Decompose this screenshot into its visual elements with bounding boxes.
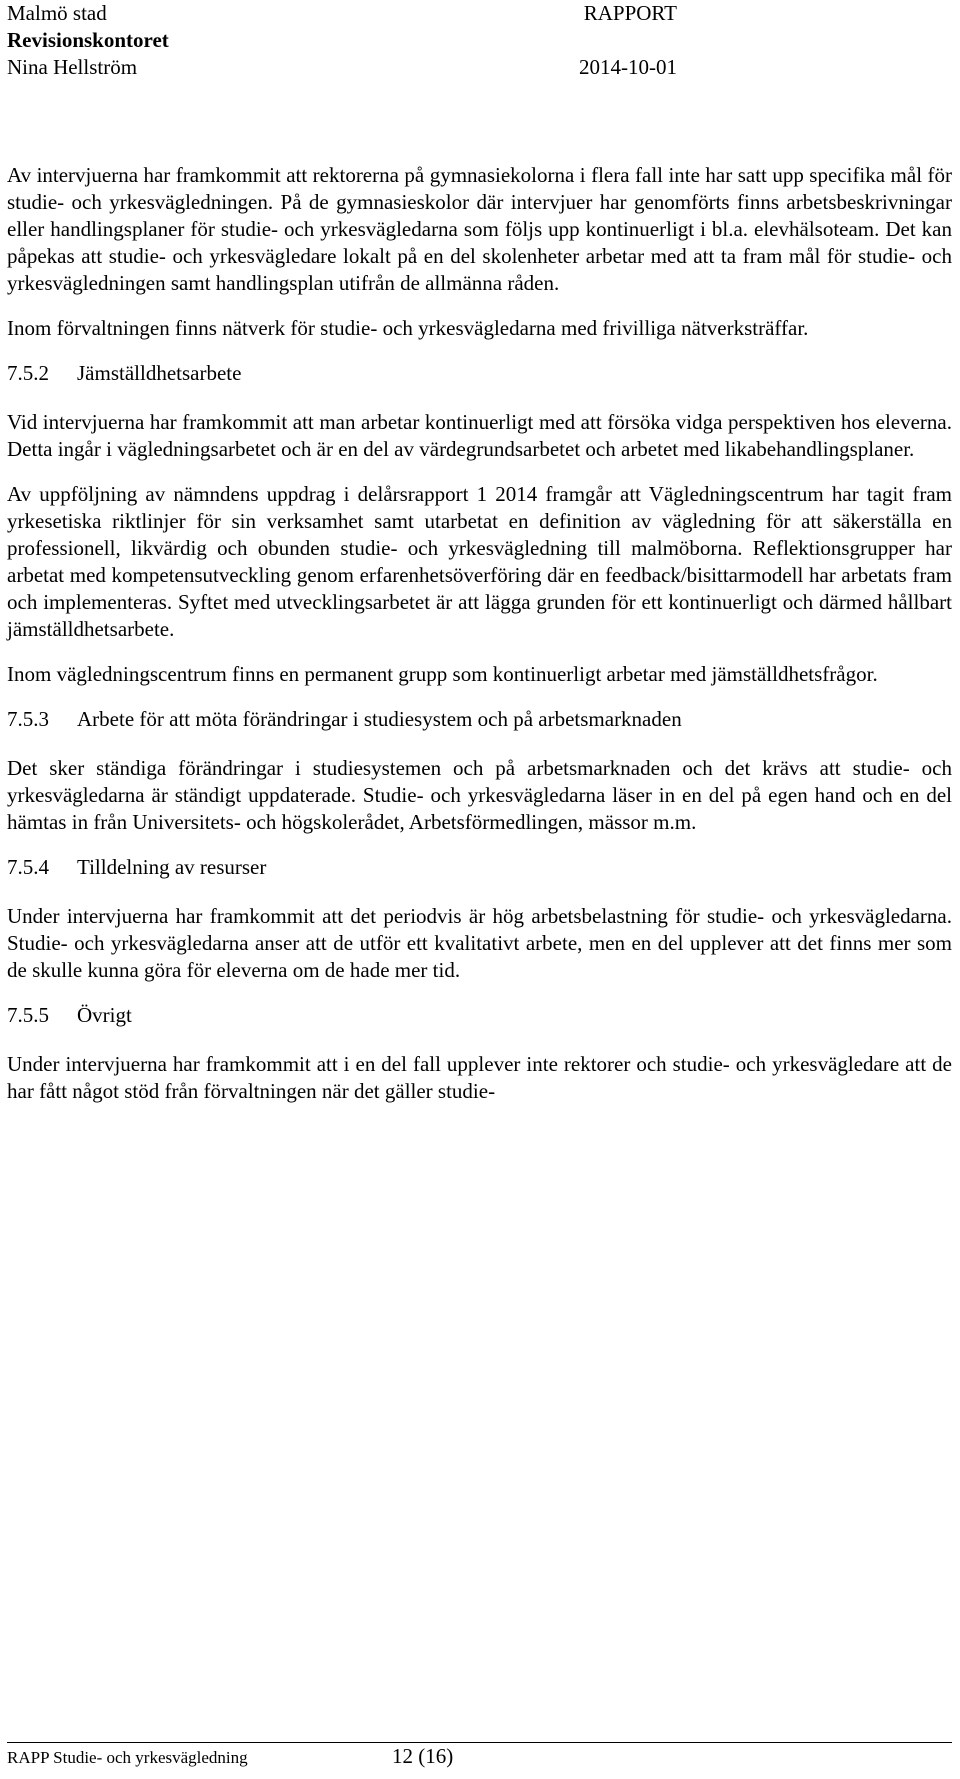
footer-page-number: 12 (16)	[392, 1744, 454, 1768]
section-title: Tilldelning av resurser	[77, 855, 267, 879]
paragraph: Av intervjuerna har framkommit att rektorerna på gymnasiekolorna i flera fall inte har satt upp specifika mål för studie- och yrkesvägledningen. På de gymnasieskolor där intervjuer har genomförts finns arbetsbeskrivningar eller handlingsplaner för studie- och yrkesvägledarna som följs upp kontinuerligt i bl.a. elevhälsoteam. Det kan påpekas att studie- och yrkesvägledare lokalt på en del skolenheter arbetar med att ta fram mål för studie- och yrkesvägledningen samt handlingsplan utifrån de allmänna råden.	[7, 163, 952, 295]
paragraph: Av uppföljning av nämndens uppdrag i delårsrapport 1 2014 framgår att Vägledningscentrum har tagit fram yrkesetiska riktlinjer för sin verksamhet samt utarbetat en definition av vägledning för att säkerställa en professionell, likvärdig och obunden studie- och yrkesvägledning till malmöborna. Reflektionsgrupper har arbetat med kompetensutveckling genom erfarenhetsöverföring där en feedback/bisittarmodell har arbetats fram och implementeras. Syftet med utvecklingsarbetet är att lägga grunden för ett kontinuerligt och därmed hållbart jämställdhetsarbete.	[7, 482, 952, 641]
section-number: 7.5.5	[7, 1003, 49, 1027]
page-footer	[7, 1746, 952, 1770]
header-org: Malmö stad	[7, 1, 107, 25]
section-number: 7.5.3	[7, 707, 49, 731]
section-title: Arbete för att möta förändringar i studiesystem och på arbetsmarknaden	[77, 707, 682, 731]
header-author: Nina Hellström	[7, 55, 138, 79]
document-body	[7, 162, 952, 1123]
paragraph: Under intervjuerna har framkommit att i en del fall upplever inte rektorer och studie- och yrkesvägledare att de har fått något stöd från förvaltningen när det gäller studie-	[7, 1052, 952, 1103]
header-doc-type: RAPPORT	[583, 1, 677, 25]
footer-doc-title: RAPP Studie- och yrkesvägledning	[7, 1748, 248, 1767]
paragraph: Det sker ständiga förändringar i studiesystemen och på arbetsmarknaden och det krävs att studie- och yrkesvägledarna är ständigt uppdaterade. Studie- och yrkesvägledarna läser in en del på egen hand och en del hämtas in från Universitets- och högskolerådet, Arbetsförmedlingen, mässor m.m.	[7, 756, 952, 834]
page-header	[7, 0, 677, 81]
paragraph: Under intervjuerna har framkommit att det periodvis är hög arbetsbelastning för studie- och yrkesvägledarna. Studie- och yrkesvägledarna anser att de utför ett kvalitativt arbete, men en del upplever att det finns mer som de skulle kunna göra för eleverna om de hade mer tid.	[7, 904, 952, 982]
section-title: Övrigt	[77, 1003, 132, 1027]
header-department: Revisionskontoret	[7, 28, 169, 52]
paragraph: Vid intervjuerna har framkommit att man arbetar kontinuerligt med att försöka vidga perspektiven hos eleverna. Detta ingår i vägledningsarbetet och är en del av värdegrundsarbetet och arbetet med likabehandlingsplaner.	[7, 410, 952, 461]
section-number: 7.5.4	[7, 855, 49, 879]
section-heading	[7, 360, 952, 387]
section-heading	[7, 854, 952, 881]
section-title: Jämställdhetsarbete	[77, 361, 242, 385]
header-date: 2014-10-01	[579, 55, 677, 79]
section-heading	[7, 1002, 952, 1029]
paragraph: Inom vägledningscentrum finns en permanent grupp som kontinuerligt arbetar med jämställdhetsfrågor.	[7, 662, 878, 686]
footer-divider	[7, 1742, 952, 1743]
section-heading	[7, 706, 952, 733]
section-number: 7.5.2	[7, 361, 49, 385]
paragraph: Inom förvaltningen finns nätverk för studie- och yrkesvägledarna med frivilliga nätverksträffar.	[7, 316, 809, 340]
